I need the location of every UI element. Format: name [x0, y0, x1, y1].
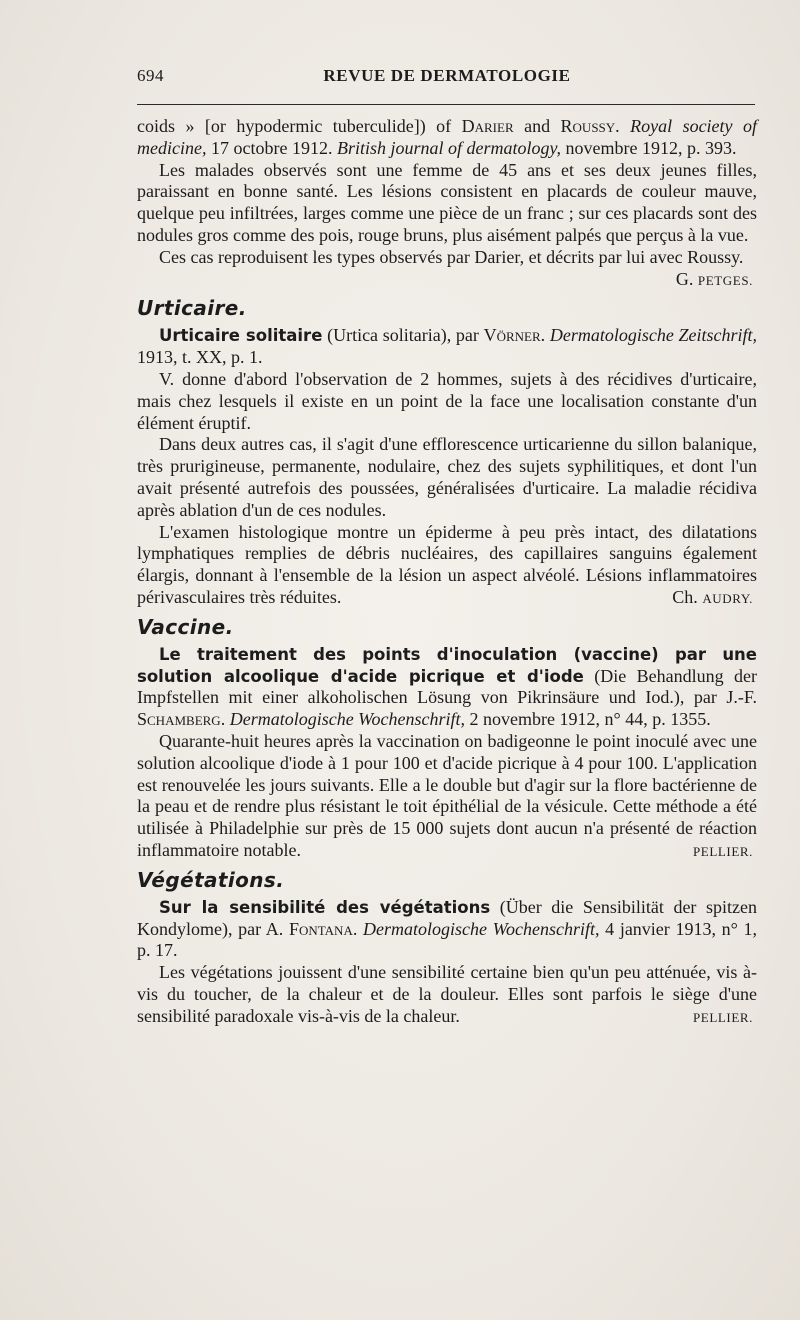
- paragraph: Les végétations jouissent d'une sensibilité certaine bien qu'un peu atténuée, vis à-vis du toucher, de la chaleur et de la douleur. Elles sont parfois le siège d'une sensibilité paradoxale vis-à-vis de la chaleur. PELLIER.: [137, 962, 757, 1027]
- author-name: Schamberg.: [137, 709, 226, 730]
- article-title: Le traitement des points d'inoculation (vaccine) par une solution alcoolique d'acide picrique et d'iode: [137, 644, 757, 686]
- article-reference: Le traitement des points d'inoculation (vaccine) par une solution alcoolique d'acide picrique et d'iode (Die Behandlung der Impfstellen mit einer alkoholischen Lösung von Pikrinsäure und Iod.), par J.-F. Schamberg. Dermatologische Wochenschrift, 2 novembre 1912, n° 44, p. 1355.: [137, 644, 758, 730]
- section-heading-vaccine: Vaccine.: [137, 614, 234, 639]
- article-title: Sur la sensibilité des végétations: [159, 897, 491, 917]
- author-name: Roussy: [560, 116, 616, 136]
- author-name: Vörner.: [483, 325, 546, 346]
- reviewer-signature: Ch. AUDRY.: [672, 586, 753, 607]
- paragraph: Les malades observés sont une femme de 45 ans et ses deux jeunes filles, paraissant en bonne santé. Les lésions consistent en placards de couleur mauve, quelque peu infiltrées, larges comme une pièce de un franc ; sur ces placards sont des nodules gros comme des pois, rouge bruns, plus aisément palpés que perçus à la vue.: [137, 159, 757, 245]
- article-title: Urticaire solitaire: [159, 326, 323, 346]
- page-header: [137, 66, 757, 92]
- section-heading-urticaire: Urticaire.: [137, 296, 247, 321]
- paragraph: L'examen histologique montre un épiderme à peu près intact, des dilatations lymphatiques remplies de débris nucléaires, des capillaires sanguins également élargis, donnant à l'ensemble de la lésion un aspect alvéolé. Lésions inflammatoires périvasculaires très réduites. Ch. AUDRY.: [137, 522, 757, 609]
- paragraph: Dans deux autres cas, il s'agit d'une efflorescence urticarienne du sillon balanique, très prurigineuse, permanente, nodulaire, chez des sujets syphilitiques, et dont l'un avait présenté autrefois des poussées, généralisées d'urticaire. La maladie récidiva après ablation d'un de ces nodules.: [137, 434, 757, 520]
- article-reference: Urticaire solitaire (Urtica solitaria), par Vörner. Dermatologische Zeitschrift, 1913, t. XX, p. 1.: [137, 325, 757, 368]
- paragraph: Quarante-huit heures après la vaccination on badigeonne le point inoculé avec une solution alcoolique d'iode à 1 pour 100 et d'acide picrique à 4 pour 100. L'application est renouvelée les jours suivants. Elle a le double but d'agir sur la flore bactérienne de la peau et de rendre plus résistant le toit épithélial de la vésicule. Cette méthode a été utilisée à Philadelphie sur près de 15 000 sujets dont aucun n'a présenté de réaction inflammatoire notable. PELLIER.: [137, 731, 757, 862]
- journal-name: Dermatologische Wochenschrift,: [363, 918, 600, 939]
- article-body: [137, 116, 757, 1028]
- continuation-reference: coids » [or hypodermic tuberculide]) of Darier and Roussy. Royal society of medicine, 17 octobre 1912. British journal of dermatology, novembre 1912, p. 393.: [137, 116, 757, 158]
- author-name: Darier: [461, 116, 514, 136]
- journal-name: Dermatologische Zeitschrift,: [549, 325, 757, 346]
- paragraph: Ces cas reproduisent les types observés par Darier, et décrits par lui avec Roussy. G. PETGES.: [137, 247, 757, 269]
- page-number: 694: [137, 66, 164, 85]
- journal-name: Dermatologische Wochenschrift,: [229, 709, 466, 730]
- author-name: Fontana.: [288, 918, 358, 939]
- reviewer-signature: G. PETGES.: [675, 268, 753, 289]
- section-heading-vegetations: Végétations.: [137, 867, 285, 892]
- paragraph: V. donne d'abord l'observation de 2 hommes, sujets à des récidives d'urticaire, mais chez lesquels il existe en un point de la face une localisation constante d'un élément éruptif.: [137, 368, 757, 433]
- reviewer-signature: PELLIER.: [692, 1009, 753, 1025]
- header-rule: [137, 104, 755, 105]
- journal-name: Royal society of medicine,: [137, 116, 757, 158]
- article-reference: Sur la sensibilité des végétations (Über die Sensibilität der spitzen Kondylome), par A. Fontana. Dermatologische Wochenschrift, 4 janvier 1913, n° 1, p. 17.: [137, 896, 757, 961]
- reviewer-signature: PELLIER.: [692, 843, 753, 859]
- journal-name: British journal of dermatology,: [336, 137, 561, 158]
- running-head: REVUE DE DERMATOLOGIE: [323, 66, 571, 85]
